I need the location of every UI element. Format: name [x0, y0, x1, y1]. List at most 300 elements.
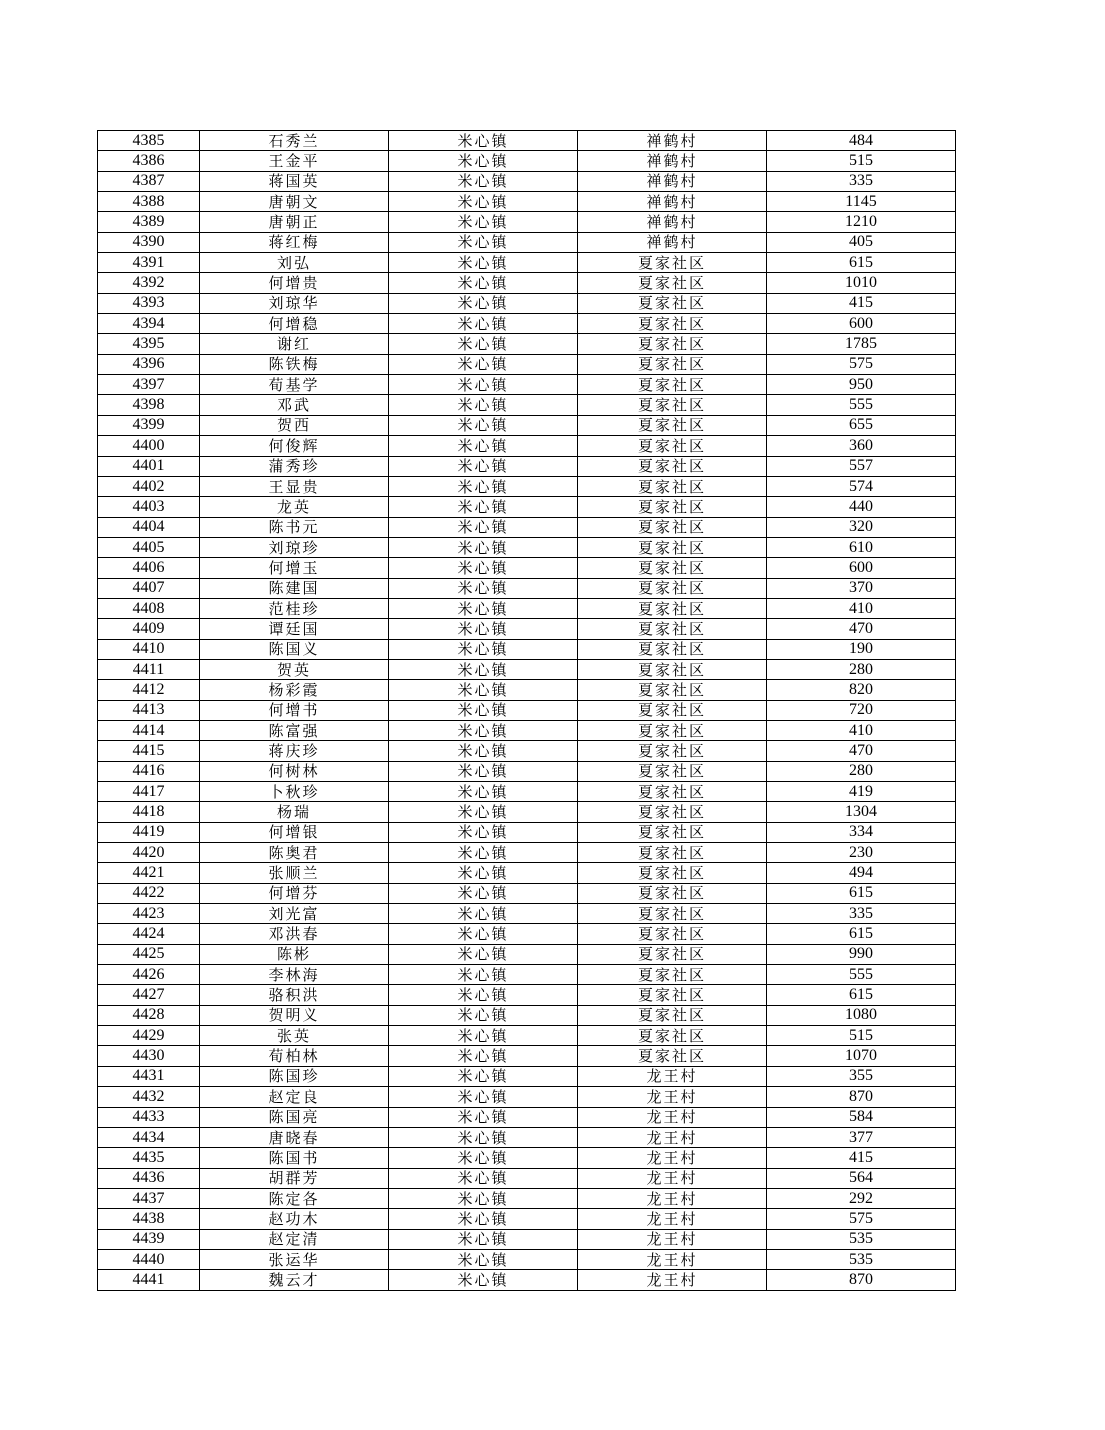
- name-cell: 邓武: [200, 395, 389, 415]
- name-cell: 范桂珍: [200, 598, 389, 618]
- village-cell: 夏家社区: [578, 497, 767, 517]
- table-row: [98, 1148, 956, 1168]
- town-cell: 米心镇: [389, 192, 578, 212]
- row-number-cell: 4420: [98, 843, 200, 863]
- village-cell: 龙王村: [578, 1270, 767, 1290]
- amount-cell: 557: [767, 456, 956, 476]
- town-cell: 米心镇: [389, 253, 578, 273]
- amount-cell: 535: [767, 1249, 956, 1269]
- amount-cell: 415: [767, 1148, 956, 1168]
- village-cell: 龙王村: [578, 1127, 767, 1147]
- amount-cell: 355: [767, 1066, 956, 1086]
- amount-cell: 615: [767, 883, 956, 903]
- amount-cell: 335: [767, 904, 956, 924]
- town-cell: 米心镇: [389, 151, 578, 171]
- village-cell: 夏家社区: [578, 782, 767, 802]
- row-number-cell: 4408: [98, 598, 200, 618]
- row-number-cell: 4385: [98, 131, 200, 151]
- town-cell: 米心镇: [389, 334, 578, 354]
- row-number-cell: 4424: [98, 924, 200, 944]
- table-row: [98, 944, 956, 964]
- table-row: [98, 1087, 956, 1107]
- table-row: [98, 782, 956, 802]
- town-cell: 米心镇: [389, 273, 578, 293]
- name-cell: 王显贵: [200, 476, 389, 496]
- table-row: [98, 558, 956, 578]
- town-cell: 米心镇: [389, 680, 578, 700]
- amount-cell: 410: [767, 598, 956, 618]
- town-cell: 米心镇: [389, 456, 578, 476]
- table-row: [98, 192, 956, 212]
- table-row: [98, 476, 956, 496]
- amount-cell: 564: [767, 1168, 956, 1188]
- row-number-cell: 4414: [98, 720, 200, 740]
- row-number-cell: 4392: [98, 273, 200, 293]
- row-number-cell: 4439: [98, 1229, 200, 1249]
- name-cell: 李林海: [200, 965, 389, 985]
- row-number-cell: 4386: [98, 151, 200, 171]
- amount-cell: 870: [767, 1087, 956, 1107]
- town-cell: 米心镇: [389, 517, 578, 537]
- table-row: [98, 354, 956, 374]
- amount-cell: 419: [767, 782, 956, 802]
- amount-cell: 655: [767, 415, 956, 435]
- village-cell: 龙王村: [578, 1188, 767, 1208]
- village-cell: 夏家社区: [578, 273, 767, 293]
- amount-cell: 335: [767, 171, 956, 191]
- name-cell: 张英: [200, 1026, 389, 1046]
- table-row: [98, 843, 956, 863]
- amount-cell: 1304: [767, 802, 956, 822]
- village-cell: 龙王村: [578, 1066, 767, 1086]
- amount-cell: 615: [767, 924, 956, 944]
- row-number-cell: 4431: [98, 1066, 200, 1086]
- town-cell: 米心镇: [389, 863, 578, 883]
- village-cell: 夏家社区: [578, 904, 767, 924]
- table-row: [98, 863, 956, 883]
- table-row: [98, 639, 956, 659]
- town-cell: 米心镇: [389, 131, 578, 151]
- row-number-cell: 4423: [98, 904, 200, 924]
- town-cell: 米心镇: [389, 1188, 578, 1208]
- name-cell: 杨彩霞: [200, 680, 389, 700]
- row-number-cell: 4396: [98, 354, 200, 374]
- village-cell: 禅鹤村: [578, 192, 767, 212]
- table-row: [98, 1066, 956, 1086]
- town-cell: 米心镇: [389, 598, 578, 618]
- name-cell: 唐朝正: [200, 212, 389, 232]
- amount-cell: 484: [767, 131, 956, 151]
- row-number-cell: 4398: [98, 395, 200, 415]
- town-cell: 米心镇: [389, 1066, 578, 1086]
- amount-cell: 870: [767, 1270, 956, 1290]
- amount-cell: 615: [767, 253, 956, 273]
- town-cell: 米心镇: [389, 761, 578, 781]
- row-number-cell: 4427: [98, 985, 200, 1005]
- row-number-cell: 4397: [98, 375, 200, 395]
- town-cell: 米心镇: [389, 822, 578, 842]
- amount-cell: 410: [767, 720, 956, 740]
- town-cell: 米心镇: [389, 802, 578, 822]
- town-cell: 米心镇: [389, 1026, 578, 1046]
- town-cell: 米心镇: [389, 415, 578, 435]
- name-cell: 魏云才: [200, 1270, 389, 1290]
- village-cell: 龙王村: [578, 1087, 767, 1107]
- town-cell: 米心镇: [389, 497, 578, 517]
- row-number-cell: 4413: [98, 700, 200, 720]
- amount-cell: 1010: [767, 273, 956, 293]
- amount-cell: 405: [767, 232, 956, 252]
- name-cell: 何增贵: [200, 273, 389, 293]
- amount-cell: 720: [767, 700, 956, 720]
- table-row: [98, 802, 956, 822]
- village-cell: 夏家社区: [578, 761, 767, 781]
- town-cell: 米心镇: [389, 354, 578, 374]
- name-cell: 唐朝文: [200, 192, 389, 212]
- amount-cell: 600: [767, 314, 956, 334]
- village-cell: 夏家社区: [578, 253, 767, 273]
- table-row: [98, 334, 956, 354]
- name-cell: 骆积洪: [200, 985, 389, 1005]
- town-cell: 米心镇: [389, 1107, 578, 1127]
- village-cell: 夏家社区: [578, 741, 767, 761]
- table-row: [98, 456, 956, 476]
- row-number-cell: 4412: [98, 680, 200, 700]
- town-cell: 米心镇: [389, 293, 578, 313]
- row-number-cell: 4434: [98, 1127, 200, 1147]
- name-cell: 何增玉: [200, 558, 389, 578]
- name-cell: 何增芬: [200, 883, 389, 903]
- table-row: [98, 924, 956, 944]
- village-cell: 夏家社区: [578, 1026, 767, 1046]
- village-cell: 夏家社区: [578, 965, 767, 985]
- village-cell: 夏家社区: [578, 863, 767, 883]
- name-cell: 陈奥君: [200, 843, 389, 863]
- name-cell: 蒋国英: [200, 171, 389, 191]
- town-cell: 米心镇: [389, 965, 578, 985]
- village-cell: 夏家社区: [578, 436, 767, 456]
- table-row: [98, 395, 956, 415]
- town-cell: 米心镇: [389, 944, 578, 964]
- town-cell: 米心镇: [389, 212, 578, 232]
- table-row: [98, 1229, 956, 1249]
- name-cell: 陈富强: [200, 720, 389, 740]
- row-number-cell: 4441: [98, 1270, 200, 1290]
- town-cell: 米心镇: [389, 883, 578, 903]
- village-cell: 夏家社区: [578, 822, 767, 842]
- table-row: [98, 761, 956, 781]
- village-cell: 夏家社区: [578, 680, 767, 700]
- amount-cell: 555: [767, 965, 956, 985]
- table-row: [98, 1188, 956, 1208]
- village-cell: 夏家社区: [578, 802, 767, 822]
- amount-cell: 555: [767, 395, 956, 415]
- table-row: [98, 212, 956, 232]
- row-number-cell: 4409: [98, 619, 200, 639]
- table-row: [98, 436, 956, 456]
- table-row: [98, 1249, 956, 1269]
- amount-cell: 360: [767, 436, 956, 456]
- amount-cell: 470: [767, 619, 956, 639]
- name-cell: 贺明义: [200, 1005, 389, 1025]
- name-cell: 何增银: [200, 822, 389, 842]
- amount-cell: 334: [767, 822, 956, 842]
- row-number-cell: 4406: [98, 558, 200, 578]
- name-cell: 陈定各: [200, 1188, 389, 1208]
- table-row: [98, 273, 956, 293]
- name-cell: 刘琼珍: [200, 537, 389, 557]
- row-number-cell: 4418: [98, 802, 200, 822]
- village-cell: 龙王村: [578, 1107, 767, 1127]
- table-row: [98, 253, 956, 273]
- table-row: [98, 537, 956, 557]
- village-cell: 夏家社区: [578, 395, 767, 415]
- row-number-cell: 4428: [98, 1005, 200, 1025]
- table-row: [98, 1127, 956, 1147]
- amount-cell: 515: [767, 151, 956, 171]
- amount-cell: 600: [767, 558, 956, 578]
- town-cell: 米心镇: [389, 904, 578, 924]
- name-cell: 张顺兰: [200, 863, 389, 883]
- village-cell: 夏家社区: [578, 1046, 767, 1066]
- name-cell: 赵定清: [200, 1229, 389, 1249]
- row-number-cell: 4399: [98, 415, 200, 435]
- name-cell: 贺英: [200, 659, 389, 679]
- table-row: [98, 578, 956, 598]
- name-cell: 何俊辉: [200, 436, 389, 456]
- row-number-cell: 4416: [98, 761, 200, 781]
- name-cell: 谢红: [200, 334, 389, 354]
- town-cell: 米心镇: [389, 924, 578, 944]
- name-cell: 杨瑞: [200, 802, 389, 822]
- row-number-cell: 4425: [98, 944, 200, 964]
- name-cell: 何增书: [200, 700, 389, 720]
- town-cell: 米心镇: [389, 314, 578, 334]
- name-cell: 陈国亮: [200, 1107, 389, 1127]
- village-cell: 夏家社区: [578, 1005, 767, 1025]
- amount-cell: 950: [767, 375, 956, 395]
- amount-cell: 535: [767, 1229, 956, 1249]
- row-number-cell: 4391: [98, 253, 200, 273]
- row-number-cell: 4433: [98, 1107, 200, 1127]
- amount-cell: 515: [767, 1026, 956, 1046]
- table-row: [98, 700, 956, 720]
- table-row: [98, 1168, 956, 1188]
- name-cell: 何增稳: [200, 314, 389, 334]
- village-cell: 龙王村: [578, 1148, 767, 1168]
- amount-cell: 990: [767, 944, 956, 964]
- town-cell: 米心镇: [389, 476, 578, 496]
- town-cell: 米心镇: [389, 1249, 578, 1269]
- row-number-cell: 4395: [98, 334, 200, 354]
- village-cell: 夏家社区: [578, 314, 767, 334]
- table-row: [98, 659, 956, 679]
- row-number-cell: 4430: [98, 1046, 200, 1066]
- village-cell: 夏家社区: [578, 476, 767, 496]
- village-cell: 夏家社区: [578, 456, 767, 476]
- amount-cell: 610: [767, 537, 956, 557]
- table-row: [98, 822, 956, 842]
- amount-cell: 440: [767, 497, 956, 517]
- name-cell: 刘光富: [200, 904, 389, 924]
- town-cell: 米心镇: [389, 1005, 578, 1025]
- town-cell: 米心镇: [389, 659, 578, 679]
- table-row: [98, 883, 956, 903]
- name-cell: 贺西: [200, 415, 389, 435]
- town-cell: 米心镇: [389, 1127, 578, 1147]
- row-number-cell: 4429: [98, 1026, 200, 1046]
- row-number-cell: 4389: [98, 212, 200, 232]
- table-row: [98, 151, 956, 171]
- town-cell: 米心镇: [389, 619, 578, 639]
- village-cell: 夏家社区: [578, 293, 767, 313]
- table-row: [98, 171, 956, 191]
- village-cell: 夏家社区: [578, 619, 767, 639]
- amount-cell: 574: [767, 476, 956, 496]
- name-cell: 赵定良: [200, 1087, 389, 1107]
- village-cell: 夏家社区: [578, 517, 767, 537]
- town-cell: 米心镇: [389, 395, 578, 415]
- row-number-cell: 4407: [98, 578, 200, 598]
- village-cell: 龙王村: [578, 1249, 767, 1269]
- table-row: [98, 517, 956, 537]
- name-cell: 蒋庆珍: [200, 741, 389, 761]
- amount-cell: 230: [767, 843, 956, 863]
- name-cell: 刘弘: [200, 253, 389, 273]
- amount-cell: 292: [767, 1188, 956, 1208]
- table-body: [98, 131, 956, 1291]
- town-cell: 米心镇: [389, 1168, 578, 1188]
- table-row: [98, 1270, 956, 1290]
- table-row: [98, 985, 956, 1005]
- name-cell: 荀柏林: [200, 1046, 389, 1066]
- village-cell: 夏家社区: [578, 944, 767, 964]
- amount-cell: 575: [767, 354, 956, 374]
- row-number-cell: 4387: [98, 171, 200, 191]
- row-number-cell: 4410: [98, 639, 200, 659]
- town-cell: 米心镇: [389, 1270, 578, 1290]
- row-number-cell: 4432: [98, 1087, 200, 1107]
- amount-cell: 1210: [767, 212, 956, 232]
- amount-cell: 190: [767, 639, 956, 659]
- town-cell: 米心镇: [389, 639, 578, 659]
- amount-cell: 320: [767, 517, 956, 537]
- name-cell: 石秀兰: [200, 131, 389, 151]
- name-cell: 陈书元: [200, 517, 389, 537]
- amount-cell: 470: [767, 741, 956, 761]
- village-cell: 禅鹤村: [578, 232, 767, 252]
- table-row: [98, 965, 956, 985]
- amount-cell: 1785: [767, 334, 956, 354]
- row-number-cell: 4401: [98, 456, 200, 476]
- name-cell: 陈彬: [200, 944, 389, 964]
- town-cell: 米心镇: [389, 537, 578, 557]
- table-row: [98, 680, 956, 700]
- village-cell: 夏家社区: [578, 700, 767, 720]
- amount-cell: 820: [767, 680, 956, 700]
- row-number-cell: 4422: [98, 883, 200, 903]
- name-cell: 谭廷国: [200, 619, 389, 639]
- table-row: [98, 293, 956, 313]
- table-row: [98, 904, 956, 924]
- table-row: [98, 1107, 956, 1127]
- amount-cell: 584: [767, 1107, 956, 1127]
- name-cell: 王金平: [200, 151, 389, 171]
- name-cell: 陈国书: [200, 1148, 389, 1168]
- row-number-cell: 4436: [98, 1168, 200, 1188]
- row-number-cell: 4393: [98, 293, 200, 313]
- town-cell: 米心镇: [389, 741, 578, 761]
- row-number-cell: 4404: [98, 517, 200, 537]
- village-cell: 禅鹤村: [578, 171, 767, 191]
- town-cell: 米心镇: [389, 720, 578, 740]
- table-row: [98, 1209, 956, 1229]
- table-row: [98, 497, 956, 517]
- village-cell: 禅鹤村: [578, 212, 767, 232]
- row-number-cell: 4435: [98, 1148, 200, 1168]
- village-cell: 夏家社区: [578, 334, 767, 354]
- village-cell: 夏家社区: [578, 375, 767, 395]
- table-row: [98, 1046, 956, 1066]
- village-cell: 夏家社区: [578, 924, 767, 944]
- village-cell: 夏家社区: [578, 720, 767, 740]
- town-cell: 米心镇: [389, 436, 578, 456]
- row-number-cell: 4394: [98, 314, 200, 334]
- village-cell: 夏家社区: [578, 578, 767, 598]
- row-number-cell: 4388: [98, 192, 200, 212]
- name-cell: 荀基学: [200, 375, 389, 395]
- amount-cell: 280: [767, 761, 956, 781]
- town-cell: 米心镇: [389, 782, 578, 802]
- name-cell: 胡群芳: [200, 1168, 389, 1188]
- amount-cell: 575: [767, 1209, 956, 1229]
- amount-cell: 1145: [767, 192, 956, 212]
- row-number-cell: 4400: [98, 436, 200, 456]
- name-cell: 蒲秀珍: [200, 456, 389, 476]
- village-cell: 龙王村: [578, 1229, 767, 1249]
- row-number-cell: 4417: [98, 782, 200, 802]
- data-table: [97, 130, 956, 1291]
- village-cell: 夏家社区: [578, 354, 767, 374]
- row-number-cell: 4437: [98, 1188, 200, 1208]
- row-number-cell: 4402: [98, 476, 200, 496]
- table-row: [98, 1005, 956, 1025]
- village-cell: 龙王村: [578, 1209, 767, 1229]
- village-cell: 龙王村: [578, 1168, 767, 1188]
- table-row: [98, 232, 956, 252]
- village-cell: 夏家社区: [578, 883, 767, 903]
- table-row: [98, 619, 956, 639]
- amount-cell: 1080: [767, 1005, 956, 1025]
- name-cell: 龙英: [200, 497, 389, 517]
- town-cell: 米心镇: [389, 578, 578, 598]
- name-cell: 张运华: [200, 1249, 389, 1269]
- table-row: [98, 1026, 956, 1046]
- village-cell: 夏家社区: [578, 639, 767, 659]
- amount-cell: 377: [767, 1127, 956, 1147]
- town-cell: 米心镇: [389, 375, 578, 395]
- row-number-cell: 4440: [98, 1249, 200, 1269]
- row-number-cell: 4403: [98, 497, 200, 517]
- name-cell: 刘琼华: [200, 293, 389, 313]
- name-cell: 陈国义: [200, 639, 389, 659]
- row-number-cell: 4405: [98, 537, 200, 557]
- table-row: [98, 314, 956, 334]
- name-cell: 陈铁梅: [200, 354, 389, 374]
- table-row: [98, 131, 956, 151]
- row-number-cell: 4390: [98, 232, 200, 252]
- table-row: [98, 415, 956, 435]
